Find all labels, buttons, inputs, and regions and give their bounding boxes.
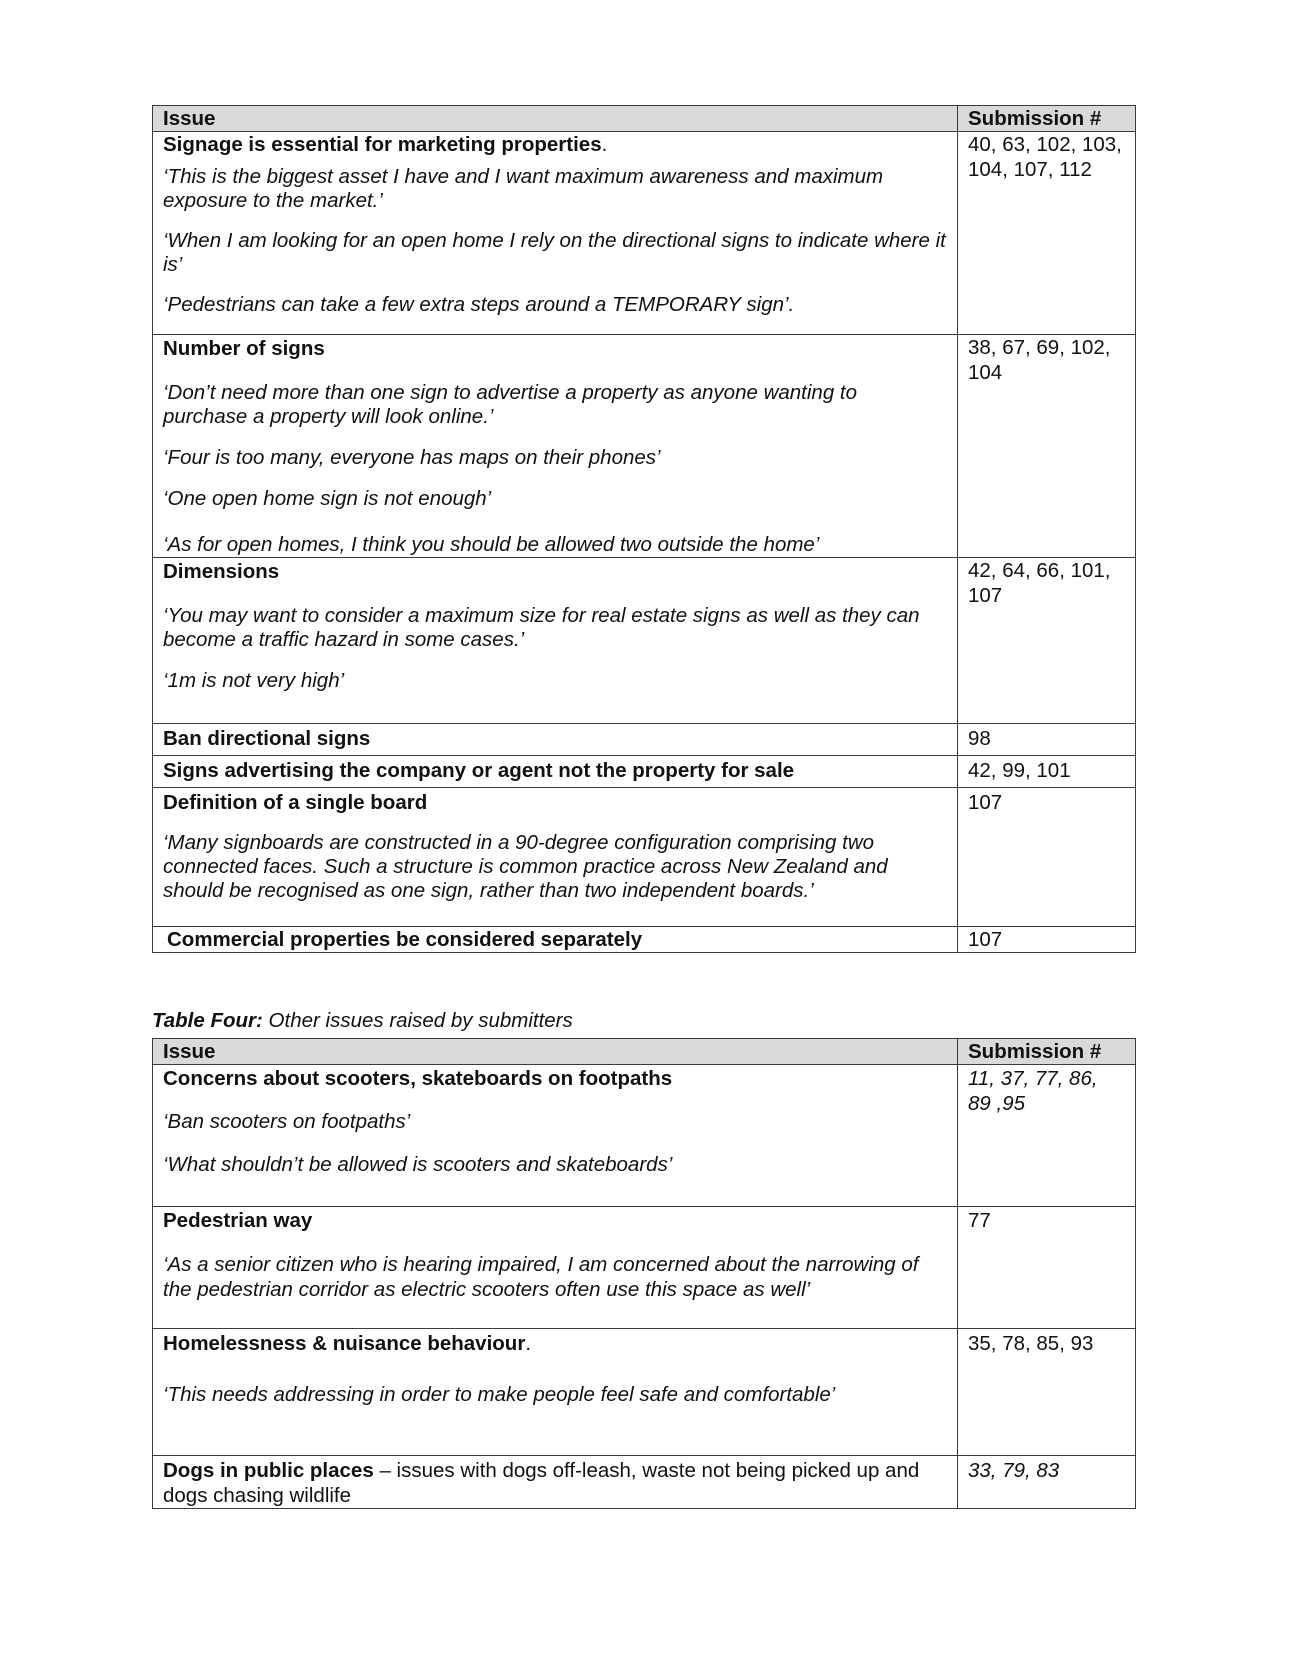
issue-quote: ‘Four is too many, everyone has maps on their phones’ — [163, 446, 661, 469]
issue-title: Homelessness & nuisance behaviour. — [163, 1332, 532, 1355]
table-row — [153, 1329, 1136, 1456]
submission-numbers: 107 — [968, 791, 1003, 814]
caption-text: Other issues raised by submitters — [262, 1009, 573, 1032]
submission-column-header: Submission # — [958, 1039, 1136, 1065]
issue-title: Dimensions — [163, 560, 280, 583]
issue-quote: ‘When I am looking for an open home I rely on the directional signs to indicate where it is’ — [163, 229, 946, 276]
table-row — [153, 1065, 1136, 1207]
caption-label: Table Four: — [152, 1009, 263, 1032]
submission-numbers: 11, 37, 77, 86, 89 ,95 — [968, 1067, 1098, 1115]
submission-cell — [958, 1329, 1136, 1456]
table-row — [153, 558, 1136, 724]
issue-quote: ‘One open home sign is not enough’ — [163, 487, 492, 510]
table-header-row — [153, 106, 1136, 132]
submission-cell — [958, 788, 1136, 927]
table-row — [153, 335, 1136, 558]
submission-numbers: 77 — [968, 1209, 991, 1232]
submission-cell: 42, 64, 66, 101, 107 — [958, 558, 1136, 724]
issue-quote: ‘As for open homes, I think you should be allowed two outside the home’ — [163, 533, 820, 556]
issue-title: Definition of a single board — [163, 791, 428, 814]
submission-cell — [958, 1456, 1136, 1509]
table-header-row — [153, 1039, 1136, 1065]
table-row — [153, 927, 1136, 953]
issue-title: Signs advertising the company or agent not the property for sale — [163, 759, 795, 782]
issue-cell — [153, 1456, 958, 1509]
issue-cell — [153, 1207, 958, 1329]
submission-cell: 38, 67, 69, 102, 104 — [958, 335, 1136, 558]
issue-quote: ‘This is the biggest asset I have and I want maximum awareness and maximum exposure to the market.’ — [163, 165, 884, 212]
issue-title: Concerns about scooters, skateboards on footpaths — [163, 1067, 673, 1090]
issue-cell — [153, 1065, 958, 1207]
submission-cell — [958, 724, 1136, 756]
issue-quote: ‘Many signboards are constructed in a 90-degree configuration comprising two connected faces. Such a structure is common practice across New Zealand and should be recognised as one sign, rather than two independent boards.’ — [163, 831, 888, 902]
other-issues-table — [152, 1038, 1136, 1509]
table-row — [153, 756, 1136, 788]
submission-cell: 40, 63, 102, 103, 104, 107, 112 — [958, 132, 1136, 335]
issue-cell — [153, 724, 958, 756]
issue-quote: ‘As a senior citizen who is hearing impaired, I am concerned about the narrowing of the pedestrian corridor as electric scooters often use this space as well’ — [163, 1253, 919, 1301]
issue-quote: ‘Don’t need more than one sign to advertise a property as anyone wanting to purchase a property will look online.’ — [163, 381, 858, 428]
issue-cell — [153, 927, 958, 953]
submission-column-header: Submission # — [958, 106, 1136, 132]
submission-cell: 107 — [958, 927, 1136, 953]
issue-title: Ban directional signs — [163, 727, 371, 750]
issue-cell — [153, 558, 958, 724]
issue-title: Dogs in public places – issues with dogs off-leash, waste not being picked up and dogs chasing wildlife — [163, 1459, 920, 1507]
submission-numbers: 33, 79, 83 — [968, 1459, 1060, 1482]
table-row — [153, 724, 1136, 756]
issue-column-header: Issue — [153, 1039, 958, 1065]
issue-quote: ‘1m is not very high’ — [163, 669, 345, 692]
submission-numbers: 42, 99, 101 — [968, 759, 1071, 782]
submission-cell — [958, 1207, 1136, 1329]
issue-cell — [153, 756, 958, 788]
issue-column-header: Issue — [153, 106, 958, 132]
issue-title: Signage is essential for marketing properties. — [163, 133, 608, 156]
issue-cell — [153, 132, 958, 335]
issue-quote: ‘Ban scooters on footpaths’ — [163, 1110, 411, 1133]
issue-quote: ‘This needs addressing in order to make people feel safe and comfortable’ — [163, 1383, 836, 1406]
table-row — [153, 1456, 1136, 1509]
table-row — [153, 132, 1136, 335]
signage-issues-table — [152, 105, 1136, 953]
issue-cell — [153, 1329, 958, 1456]
table-caption — [152, 1008, 573, 1034]
issue-title: Commercial properties be considered separately — [167, 928, 643, 951]
issue-quote: ‘Pedestrians can take a few extra steps around a TEMPORARY sign’. — [163, 293, 795, 316]
submission-cell — [958, 1065, 1136, 1207]
issue-title: Pedestrian way — [163, 1209, 313, 1232]
table-row — [153, 788, 1136, 927]
submission-cell — [958, 756, 1136, 788]
table-row — [153, 1207, 1136, 1329]
issue-title: Number of signs — [163, 337, 325, 360]
issue-cell — [153, 335, 958, 558]
issue-quote: ‘What shouldn’t be allowed is scooters and skateboards’ — [163, 1153, 673, 1176]
issue-cell — [153, 788, 958, 927]
issue-quote: ‘You may want to consider a maximum size for real estate signs as well as they can become a traffic hazard in some cases.’ — [163, 604, 920, 651]
submission-numbers: 35, 78, 85, 93 — [968, 1332, 1094, 1355]
submission-numbers: 98 — [968, 727, 991, 750]
